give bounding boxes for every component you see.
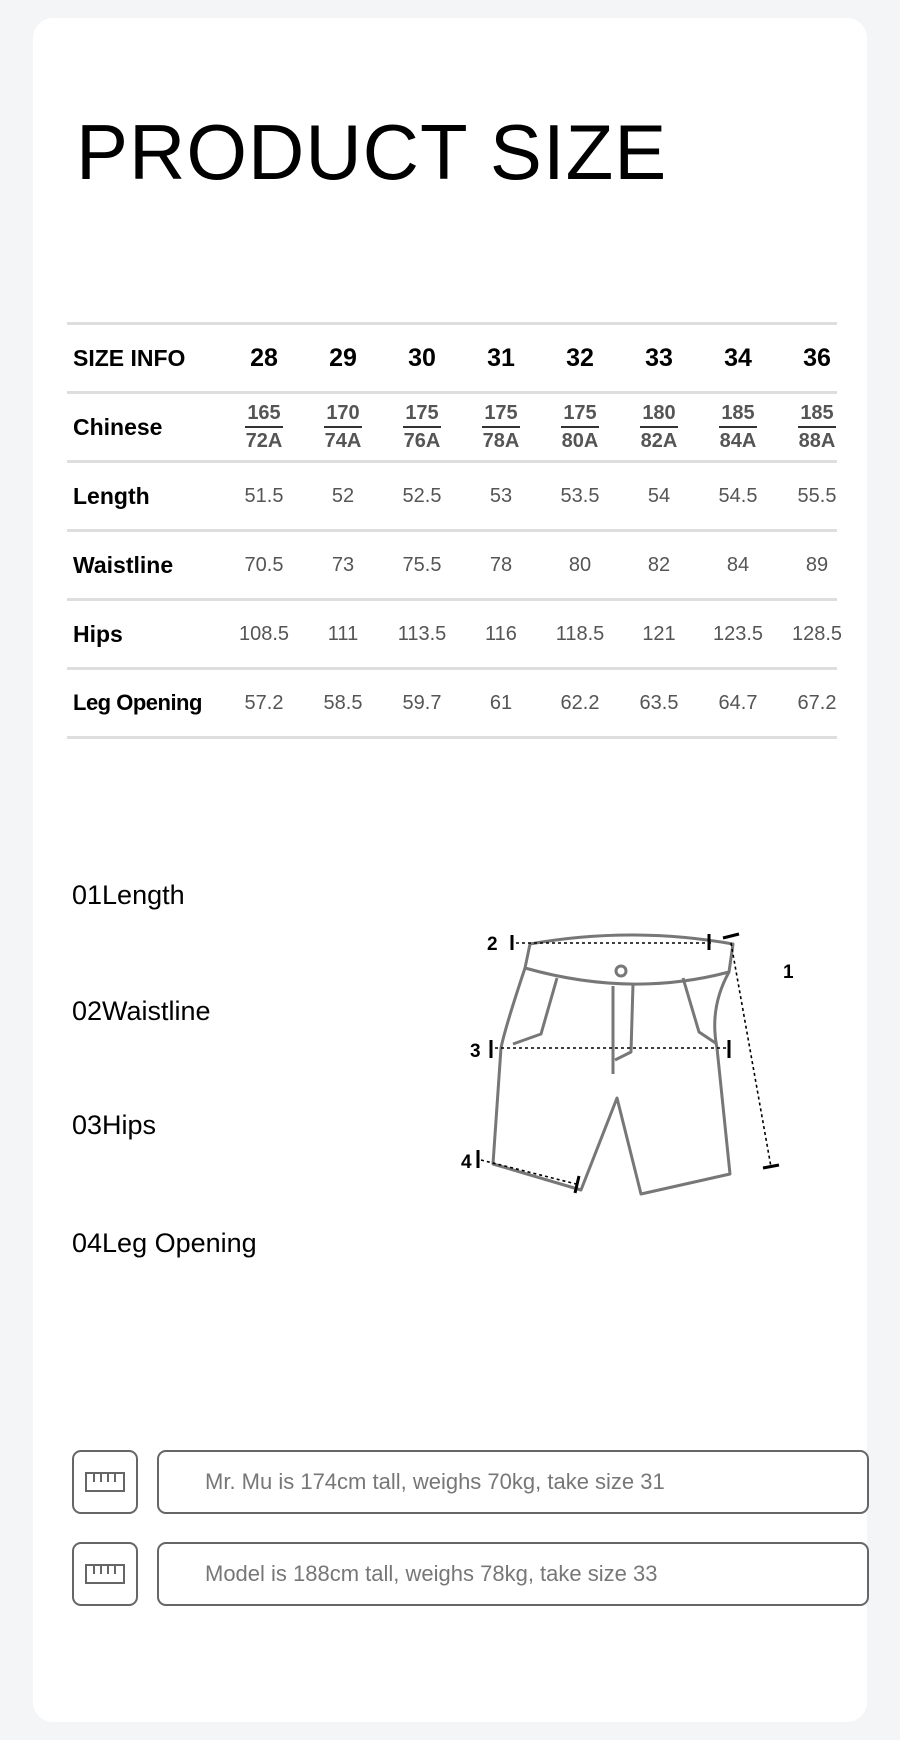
legend-hips: 03Hips [72, 1110, 157, 1140]
fly [613, 984, 633, 1074]
size-table [67, 322, 843, 739]
table-row-hips [67, 601, 843, 670]
table-cell: 89 [805, 553, 829, 576]
marker-2: 2 [487, 934, 498, 955]
size-28: 28 [250, 343, 278, 372]
row-label: Length [73, 482, 150, 509]
table-cell: 111 [327, 622, 359, 645]
table-cell: 108.5 [238, 622, 290, 645]
table-row-waistline [67, 532, 837, 601]
table-row-leg-opening [67, 670, 837, 739]
content-card [33, 18, 867, 1722]
model-note-2: Model is 188cm tall, weighs 78kg, take size 33 [157, 1542, 869, 1606]
legend-waistline: 02Waistline [72, 996, 211, 1026]
table-header-row [67, 325, 837, 394]
table-cell: 80 [568, 553, 592, 576]
waistband [525, 935, 733, 984]
row-label: Chinese [73, 413, 163, 440]
ruler-icon-box [72, 1450, 138, 1514]
table-cell: 52.5 [402, 484, 442, 507]
table-cell: 54 [647, 484, 671, 507]
waist-code: 84A [719, 430, 757, 452]
marker-1: 1 [783, 962, 794, 983]
height-value: 180 [640, 401, 677, 428]
table-cell: 67.2 [797, 691, 837, 714]
height-value: 175 [482, 401, 519, 428]
model-note-1: Mr. Mu is 174cm tall, weighs 70kg, take size 31 [157, 1450, 869, 1514]
table-cell: 62.2 [560, 691, 600, 714]
table-cell: 123.5 [712, 622, 764, 645]
ruler-icon [85, 1564, 125, 1584]
table-cell: 84 [726, 553, 750, 576]
table-cell: 118.5 [555, 622, 605, 645]
table-cell: 128.5 [791, 622, 843, 645]
row-label: Hips [73, 620, 123, 647]
table-cell: 64.7 [718, 691, 758, 714]
table-cell: 116 [485, 622, 517, 645]
table-cell: 75.5 [402, 553, 442, 576]
height-value: 175 [561, 401, 598, 428]
chinese-size-cell [461, 394, 541, 460]
table-cell: 63.5 [639, 691, 679, 714]
table-cell: 73 [331, 553, 355, 576]
marker-3: 3 [470, 1041, 481, 1062]
row-label: Waistline [73, 551, 174, 578]
chinese-size-cell [303, 394, 383, 460]
table-row-chinese [67, 394, 837, 463]
legend-leg-opening: 04Leg Opening [72, 1228, 257, 1258]
size-29: 29 [329, 343, 357, 372]
table-row-length [67, 463, 837, 532]
button [616, 966, 626, 976]
table-cell: 54.5 [718, 484, 758, 507]
right-pocket [683, 978, 717, 1044]
size-30: 30 [408, 343, 436, 372]
height-value: 165 [245, 401, 282, 428]
waist-code: 88A [798, 430, 836, 452]
chinese-size-cell [698, 394, 778, 460]
chinese-size-cell [224, 394, 304, 460]
page-title: PRODUCT SIZE [76, 108, 668, 196]
size-info-label: SIZE INFO [73, 344, 186, 371]
ruler-icon-box [72, 1542, 138, 1606]
table-cell: 121 [642, 622, 676, 645]
table-cell: 61 [489, 691, 513, 714]
waist-code: 80A [561, 430, 599, 452]
table-cell: 82 [647, 553, 671, 576]
tick [723, 934, 739, 938]
waist-code: 74A [324, 430, 362, 452]
table-cell: 58.5 [323, 691, 363, 714]
height-value: 185 [798, 401, 835, 428]
waist-code: 78A [482, 430, 520, 452]
chinese-size-cell [619, 394, 699, 460]
table-cell: 113.5 [397, 622, 447, 645]
size-32: 32 [566, 343, 594, 372]
ruler-icon [85, 1472, 125, 1492]
height-value: 185 [719, 401, 756, 428]
size-33: 33 [645, 343, 673, 372]
marker-4: 4 [461, 1152, 472, 1173]
table-cell: 53.5 [560, 484, 600, 507]
size-34: 34 [724, 343, 752, 372]
legend-length: 01Length [72, 880, 185, 910]
chinese-size-cell [382, 394, 462, 460]
table-cell: 55.5 [797, 484, 837, 507]
waist-code: 76A [403, 430, 441, 452]
size-31: 31 [487, 343, 515, 372]
chinese-size-cell [777, 394, 857, 460]
chinese-size-cell [540, 394, 620, 460]
table-cell: 70.5 [244, 553, 284, 576]
measure-length-line [731, 943, 771, 1167]
table-cell: 52 [331, 484, 355, 507]
height-value: 175 [403, 401, 440, 428]
row-label: Leg Opening [73, 690, 202, 715]
table-cell: 53 [489, 484, 513, 507]
waist-code: 72A [245, 430, 283, 452]
table-cell: 51.5 [244, 484, 284, 507]
height-value: 170 [324, 401, 361, 428]
table-cell: 57.2 [244, 691, 284, 714]
shorts-measurement-diagram [461, 898, 873, 1218]
table-cell: 59.7 [402, 691, 442, 714]
tick [763, 1165, 779, 1168]
table-cell: 78 [489, 553, 513, 576]
size-36: 36 [803, 343, 831, 372]
waist-code: 82A [640, 430, 678, 452]
